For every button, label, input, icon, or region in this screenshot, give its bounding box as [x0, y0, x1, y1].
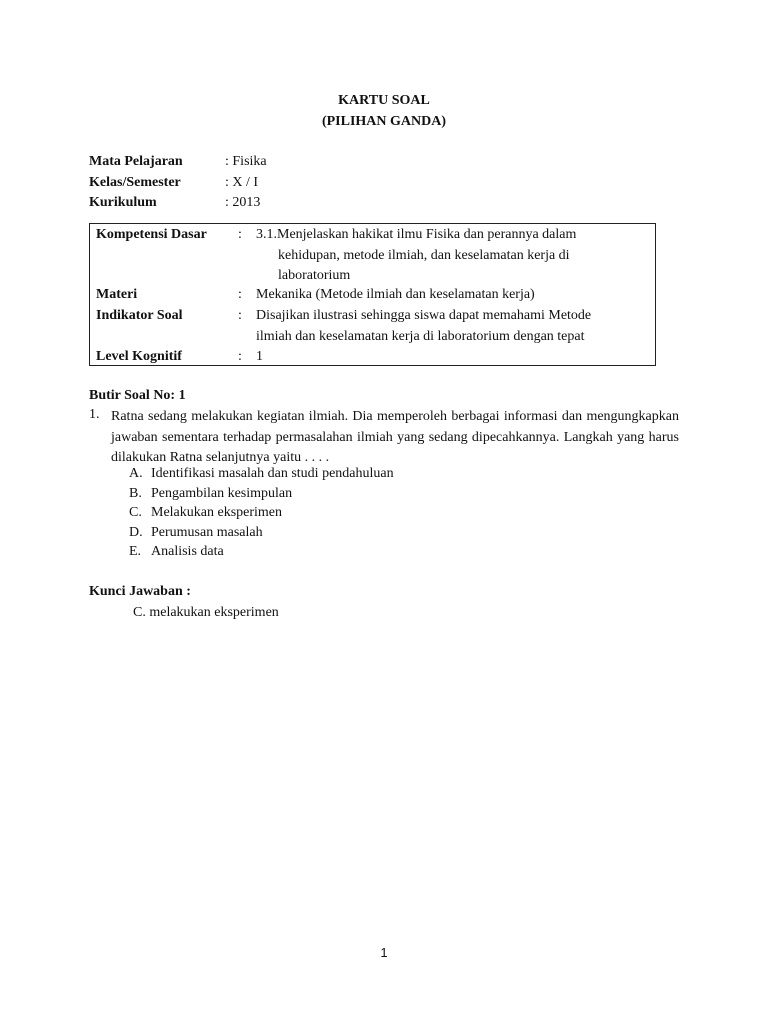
colon: : — [238, 227, 242, 242]
indikator-soal-row — [96, 306, 636, 347]
indikator-line: Disajikan ilustrasi sehingga siswa dapat memahami Metode — [256, 308, 592, 323]
question — [89, 407, 679, 469]
materi-value — [256, 285, 636, 306]
option-text: Perumusan masalah — [151, 524, 263, 540]
option-d — [129, 525, 394, 545]
option-letter: E. — [129, 544, 142, 559]
kunci-jawaban-label: Kunci Jawaban : — [89, 584, 191, 599]
kompetensi-dasar-row — [96, 225, 636, 287]
kd-line: 3.1.Menjelaskan hakikat ilmu Fisika dan perannya dalam — [256, 227, 577, 242]
kd-line: kehidupan, metode ilmiah, dan keselamatan kerja di — [278, 247, 570, 263]
colon: : — [238, 349, 242, 364]
kompetensi-dasar-value — [256, 225, 636, 287]
meta-info — [89, 154, 267, 216]
option-a — [129, 466, 394, 486]
option-letter: A. — [129, 466, 143, 481]
materi-row — [96, 285, 636, 306]
meta-row-kelas-semester — [89, 175, 267, 196]
meta-value: : X / I — [225, 174, 259, 190]
page-subtitle: (PILIHAN GANDA) — [321, 114, 447, 129]
indikator-soal-label: Indikator Soal — [96, 308, 183, 323]
question-text: Ratna sedang melakukan kegiatan ilmiah. Dia memperoleh berbagai informasi dan mengungkapkan jawaban sementara terhadap permasalahan ilmiah yang sedang dipecahkannya. Langkah yang harus dilakukan Ratna selanjutnya yaitu . . . . — [111, 409, 679, 465]
kd-line: laboratorium — [278, 268, 351, 283]
option-e — [129, 544, 394, 564]
meta-row-mata-pelajaran — [89, 154, 267, 175]
page-title: KARTU SOAL — [338, 93, 430, 108]
option-text: Identifikasi masalah dan studi pendahuluan — [151, 466, 394, 481]
option-text: Pengambilan kesimpulan — [151, 485, 293, 501]
level-kognitif-label: Level Kognitif — [96, 349, 182, 364]
meta-row-kurikulum — [89, 195, 267, 216]
option-b — [129, 486, 394, 506]
option-c — [129, 505, 394, 525]
colon: : — [238, 287, 242, 302]
indikator-soal-value — [256, 306, 636, 347]
meta-label: Kelas/Semester — [89, 174, 181, 190]
level-kognitif-value — [256, 347, 636, 368]
meta-value: : 2013 — [225, 195, 261, 210]
question-number: 1. — [89, 407, 100, 422]
meta-label: Mata Pelajaran — [89, 154, 183, 169]
meta-value: : Fisika — [225, 154, 267, 169]
butir-soal-heading: Butir Soal No: 1 — [89, 388, 186, 403]
answer-options — [129, 466, 394, 564]
indikator-line: ilmiah dan keselamatan kerja di laboratorium dengan tepat — [256, 328, 585, 344]
materi-line: Mekanika (Metode ilmiah dan keselamatan kerja) — [256, 287, 535, 302]
option-letter: C. — [129, 505, 142, 520]
kunci-jawaban-value: C. melakukan eksperimen — [133, 605, 279, 620]
kompetensi-dasar-label: Kompetensi Dasar — [96, 227, 207, 242]
option-letter: B. — [129, 485, 142, 501]
option-letter: D. — [129, 524, 143, 540]
level-line: 1 — [256, 349, 263, 364]
colon: : — [238, 308, 242, 323]
option-text: Analisis data — [151, 544, 224, 559]
option-text: Melakukan eksperimen — [151, 505, 283, 520]
meta-label: Kurikulum — [89, 195, 157, 210]
page-number: 1 — [380, 945, 388, 960]
kompetensi-box — [89, 223, 656, 366]
materi-label: Materi — [96, 287, 138, 302]
level-kognitif-row — [96, 347, 636, 368]
